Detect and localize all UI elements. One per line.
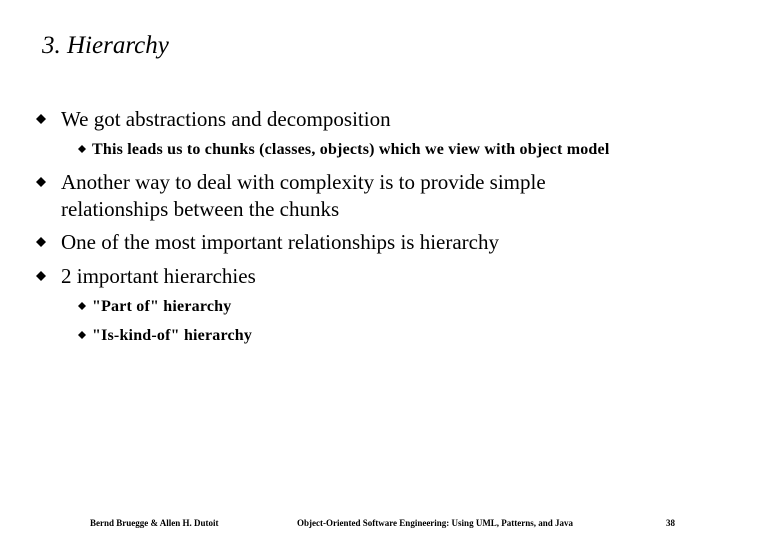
subbullet-item: [78, 297, 758, 317]
small-diamond-bullet-icon: [78, 145, 86, 153]
diamond-bullet-icon: [36, 177, 46, 187]
bullet-item: [36, 229, 736, 256]
diamond-bullet-icon: [36, 114, 46, 124]
subbullet-text: "Part of" hierarchy: [92, 298, 232, 315]
subbullet-item: [78, 326, 758, 346]
bullet-text: We got abstractions and decomposition: [61, 107, 391, 131]
small-diamond-bullet-icon: [78, 302, 86, 310]
bullet-item: [36, 263, 736, 290]
bullet-text: One of the most important relationships is hierarchy: [61, 230, 499, 254]
diamond-bullet-icon: [36, 271, 46, 281]
footer-page-number: 38: [666, 518, 675, 528]
bullet-item: [36, 169, 736, 223]
bullet-text: 2 important hierarchies: [61, 264, 256, 288]
subbullet-item: [78, 140, 758, 160]
slide-title: 3. Hierarchy: [42, 32, 169, 59]
bullet-text: Another way to deal with complexity is to provide simple relationships between the chunks: [61, 170, 546, 221]
footer-book-title: Object-Oriented Software Engineering: Using UML, Patterns, and Java: [297, 518, 574, 528]
footer-authors: Bernd Bruegge & Allen H. Dutoit: [90, 518, 219, 528]
small-diamond-bullet-icon: [78, 331, 86, 339]
bullet-item: [36, 106, 736, 133]
subbullet-text: "Is-kind-of" hierarchy: [92, 327, 253, 344]
diamond-bullet-icon: [36, 237, 46, 247]
subbullet-text: This leads us to chunks (classes, objects) which we view with object model: [92, 141, 610, 158]
